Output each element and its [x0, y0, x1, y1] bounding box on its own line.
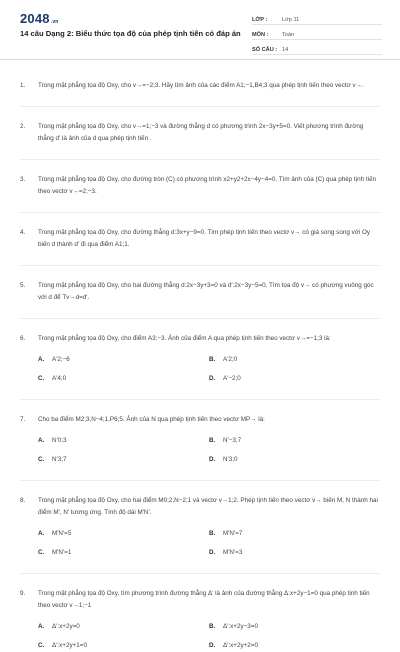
option-text: Δ′:x+2y=0 — [52, 623, 80, 630]
site-logo[interactable] — [20, 11, 59, 26]
document-header — [0, 0, 400, 60]
question-number: 4. — [20, 229, 26, 236]
question-text: Trong mặt phẳng tọa độ Oxy, cho v→=−2;3. Hãy tìm ảnh của các điểm A1;−1,B4;3 qua phép tịnh tiến theo vectơ v→. — [38, 82, 364, 89]
meta-subject-row — [252, 27, 382, 40]
option-text: M′N′=3 — [223, 549, 243, 556]
option-text: A′2;−6 — [52, 356, 70, 363]
question-item — [20, 588, 380, 612]
answer-option[interactable] — [38, 354, 209, 366]
option-text: A′−2;0 — [223, 375, 241, 382]
answer-option[interactable] — [209, 621, 380, 633]
question-item — [20, 414, 380, 426]
answer-choices — [20, 621, 380, 652]
option-text: N′0;3 — [52, 437, 67, 444]
option-letter: C. — [38, 549, 45, 556]
logo-text: 2048 — [20, 11, 50, 26]
question-list — [0, 60, 400, 652]
answer-option[interactable] — [209, 547, 380, 559]
option-text: M′N′=7 — [223, 530, 243, 537]
option-text: Δ′:x+2y−3=0 — [223, 623, 258, 630]
meta-value: 14 — [282, 47, 289, 53]
question-item — [20, 280, 380, 304]
option-text: A′4;0 — [52, 375, 67, 382]
question-divider — [20, 106, 380, 107]
answer-option[interactable] — [38, 547, 209, 559]
question-divider — [20, 318, 380, 319]
question-text: Trong mặt phẳng tọa độ Oxy, cho v→=1;−3 và đường thẳng d có phương trình 2x−3y+5=0. Viết phương trình đường thẳng d′ là ảnh của d qua phép tịnh tiến . — [38, 123, 364, 142]
option-letter: A. — [38, 623, 45, 630]
option-letter: D. — [209, 549, 216, 556]
question-number: 9. — [20, 590, 26, 597]
option-text: Δ′:x+2y+1=0 — [52, 642, 87, 649]
question-text: Trong mặt phẳng tọa độ Oxy, tìm phương trình đường thẳng Δ′ là ảnh của đường thẳng Δ:x+2y−1=0 qua phép tịnh tiến theo vectơ v→1;−1 — [38, 590, 370, 609]
option-letter: B. — [209, 356, 216, 363]
answer-option[interactable] — [38, 528, 209, 540]
option-letter: D. — [209, 642, 216, 649]
question-item — [20, 80, 380, 92]
answer-option[interactable] — [209, 454, 380, 466]
meta-value: Lớp 11 — [282, 17, 300, 23]
question-number: 7. — [20, 416, 26, 423]
option-letter: A. — [38, 437, 45, 444]
option-letter: A. — [38, 530, 45, 537]
question-text: Trong mặt phẳng tọa độ Oxy, cho đường thẳng d:3x+y−9=0. Tìm phép tịnh tiến theo vectơ v→ có giá song song với Oy biến d thành d′ đi qua điểm A1;1. — [38, 229, 371, 248]
question-number: 8. — [20, 497, 26, 504]
question-number: 2. — [20, 123, 26, 130]
question-item — [20, 495, 380, 519]
question-divider — [20, 265, 380, 266]
question-divider — [20, 480, 380, 481]
question-number: 1. — [20, 82, 26, 89]
question-text: Cho ba điểm M2;3,N−4;1,P6;5. Ảnh của N qua phép tịnh tiến theo vectơ MP→ là: — [38, 416, 265, 423]
logo-suffix: .vn — [50, 19, 59, 25]
option-text: M′N′=5 — [52, 530, 72, 537]
option-letter: A. — [38, 356, 45, 363]
option-text: A′2;0 — [223, 356, 238, 363]
question-item — [20, 227, 380, 251]
meta-label: LỚP : — [252, 17, 268, 23]
answer-option[interactable] — [38, 454, 209, 466]
question-text: Trong mặt phẳng tọa độ Oxy, cho hai điểm M0;2,N−2;1 và vectơ v→1;2. Phép tịnh tiến theo vectơ v→ biến M, N thành hai điểm M′, N′ tương ứng. Tính độ dài M′N′. — [38, 497, 378, 516]
answer-choices — [20, 435, 380, 466]
question-text: Trong mặt phẳng tọa độ Oxy, cho đường tròn (C) có phương trình x2+y2+2x−4y−4=0. Tìm ảnh của (C) qua phép tịnh tiến theo vectơ v→=2;−3. — [38, 176, 377, 195]
question-number: 5. — [20, 282, 26, 289]
answer-option[interactable] — [209, 528, 380, 540]
answer-option[interactable] — [38, 435, 209, 447]
meta-class-row — [252, 12, 382, 25]
question-number: 6. — [20, 335, 26, 342]
option-letter: D. — [209, 375, 216, 382]
option-text: N′3;7 — [52, 456, 67, 463]
option-letter: B. — [209, 437, 216, 444]
option-text: N′3;0 — [223, 456, 238, 463]
question-number: 3. — [20, 176, 26, 183]
question-text: Trong mặt phẳng tọa độ Oxy, cho hai đường thẳng d:2x−3y+3=0 và d′:2x−3y−5=0. Tìm tọa độ v→ có phương vuông góc với d để Tv→d=d′. — [38, 282, 374, 301]
document-title: 14 câu Dạng 2: Biểu thức tọa độ của phép tịnh tiến có đáp án — [20, 29, 241, 38]
question-divider — [20, 159, 380, 160]
answer-option[interactable] — [38, 621, 209, 633]
option-letter: B. — [209, 623, 216, 630]
option-letter: C. — [38, 375, 45, 382]
question-divider — [20, 212, 380, 213]
document-meta — [252, 12, 382, 57]
answer-option[interactable] — [209, 640, 380, 652]
question-item — [20, 174, 380, 198]
answer-option[interactable] — [209, 354, 380, 366]
option-letter: C. — [38, 456, 45, 463]
answer-choices — [20, 528, 380, 559]
question-divider — [20, 399, 380, 400]
question-text: Trong mặt phẳng tọa độ Oxy, cho điểm A3;−3. Ảnh của điểm A qua phép tịnh tiến theo vectơ v→=−1;3 là: — [38, 335, 331, 342]
meta-value: Toán — [282, 32, 295, 38]
option-text: N′−3;7 — [223, 437, 242, 444]
answer-option[interactable] — [209, 373, 380, 385]
option-text: Δ′:x+2y+2=0 — [223, 642, 258, 649]
option-letter: C. — [38, 642, 45, 649]
option-text: M′N′=1 — [52, 549, 72, 556]
meta-label: MÔN : — [252, 32, 269, 38]
answer-choices — [20, 354, 380, 385]
answer-option[interactable] — [38, 640, 209, 652]
option-letter: D. — [209, 456, 216, 463]
answer-option[interactable] — [209, 435, 380, 447]
option-letter: B. — [209, 530, 216, 537]
meta-count-row — [252, 42, 382, 55]
meta-label: SỐ CÂU : — [252, 47, 278, 53]
question-divider — [20, 573, 380, 574]
question-item — [20, 121, 380, 145]
question-item — [20, 333, 380, 345]
answer-option[interactable] — [38, 373, 209, 385]
